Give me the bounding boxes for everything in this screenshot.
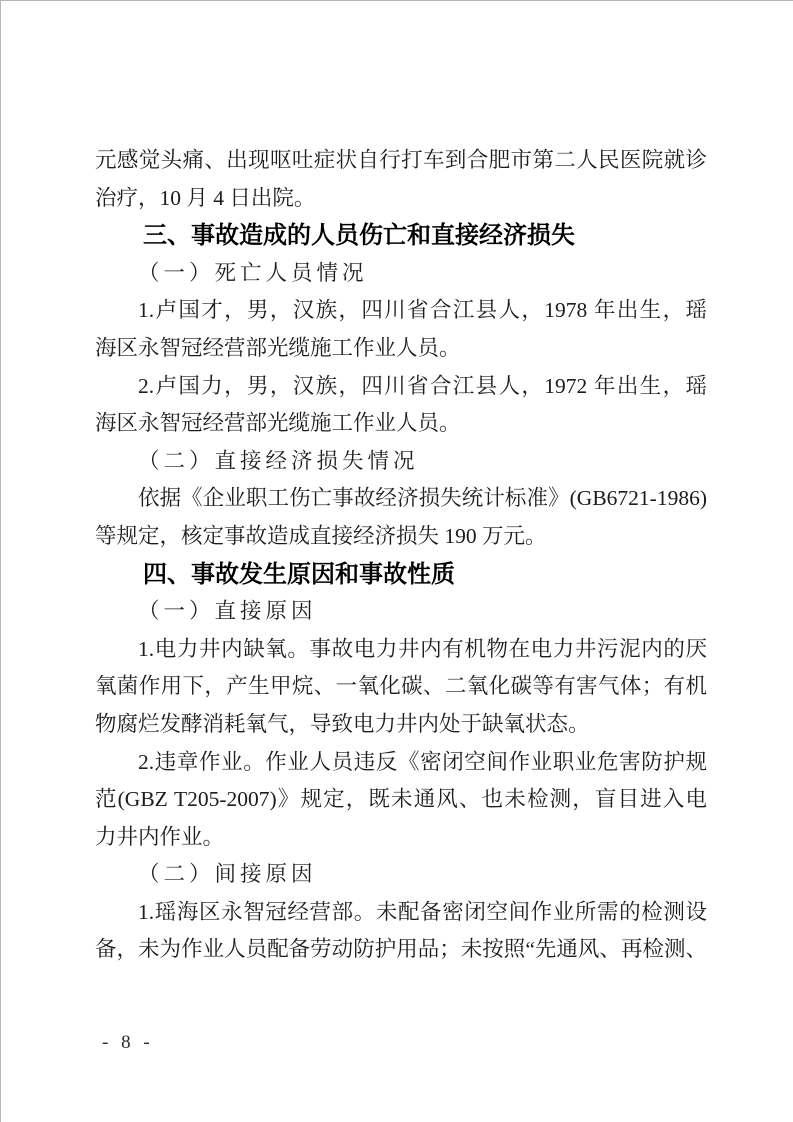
text-line: 海区永智冠经营部光缆施工作业人员。	[95, 411, 461, 436]
text-line: 1.瑶海区永智冠经营部。未配备密闭空间作业所需的检测设	[138, 899, 707, 924]
subsection-heading: （一）死亡人员情况	[138, 260, 368, 285]
subsection-heading: （二）直接经济损失情况	[138, 448, 419, 473]
text-line: 等规定，核定事故造成直接经济损失 190 万元。	[95, 523, 547, 548]
text-line: 依据《企业职工伤亡事故经济损失统计标准》(GB6721-1986)	[138, 486, 707, 511]
text-line: 备，未为作业人员配备劳动防护用品；未按照“先通风、再检测、	[95, 937, 707, 962]
text-line: 治疗，10 月 4 日出院。	[95, 185, 316, 210]
text-line: 力井内作业。	[95, 824, 225, 849]
subsection-heading: （一）直接原因	[138, 599, 317, 624]
text-line: 2.违章作业。作业人员违反《密闭空间作业职业危害防护规	[138, 749, 707, 774]
text-line: 元感觉头痛、出现呕吐症状自行打车到合肥市第二人民医院就诊	[95, 148, 707, 172]
text-line: 海区永智冠经营部光缆施工作业人员。	[95, 335, 461, 360]
text-line: 范(GBZ T205-2007)》规定，既未通风、也未检测，盲目进入电	[95, 787, 707, 812]
section-heading: 三、事故造成的人员伤亡和直接经济损失	[143, 221, 575, 250]
text-line: 1.卢国才，男，汉族，四川省合江县人，1978 年出生，瑶	[138, 298, 707, 323]
subsection-heading: （二）间接原因	[138, 862, 317, 887]
text-line: 物腐烂发酵消耗氧气，导致电力井内处于缺氧状态。	[95, 711, 590, 736]
section-heading: 四、事故发生原因和事故性质	[143, 559, 455, 588]
text-line: 氧菌作用下，产生甲烷、一氧化碳、二氧化碳等有害气体；有机	[95, 674, 707, 699]
page-number: - 8 -	[102, 1032, 154, 1053]
document-body	[95, 142, 707, 969]
text-line: 2.卢国力，男，汉族，四川省合江县人，1972 年出生，瑶	[138, 373, 707, 398]
text-line: 1.电力井内缺氧。事故电力井内有机物在电力井污泥内的厌	[138, 636, 707, 661]
